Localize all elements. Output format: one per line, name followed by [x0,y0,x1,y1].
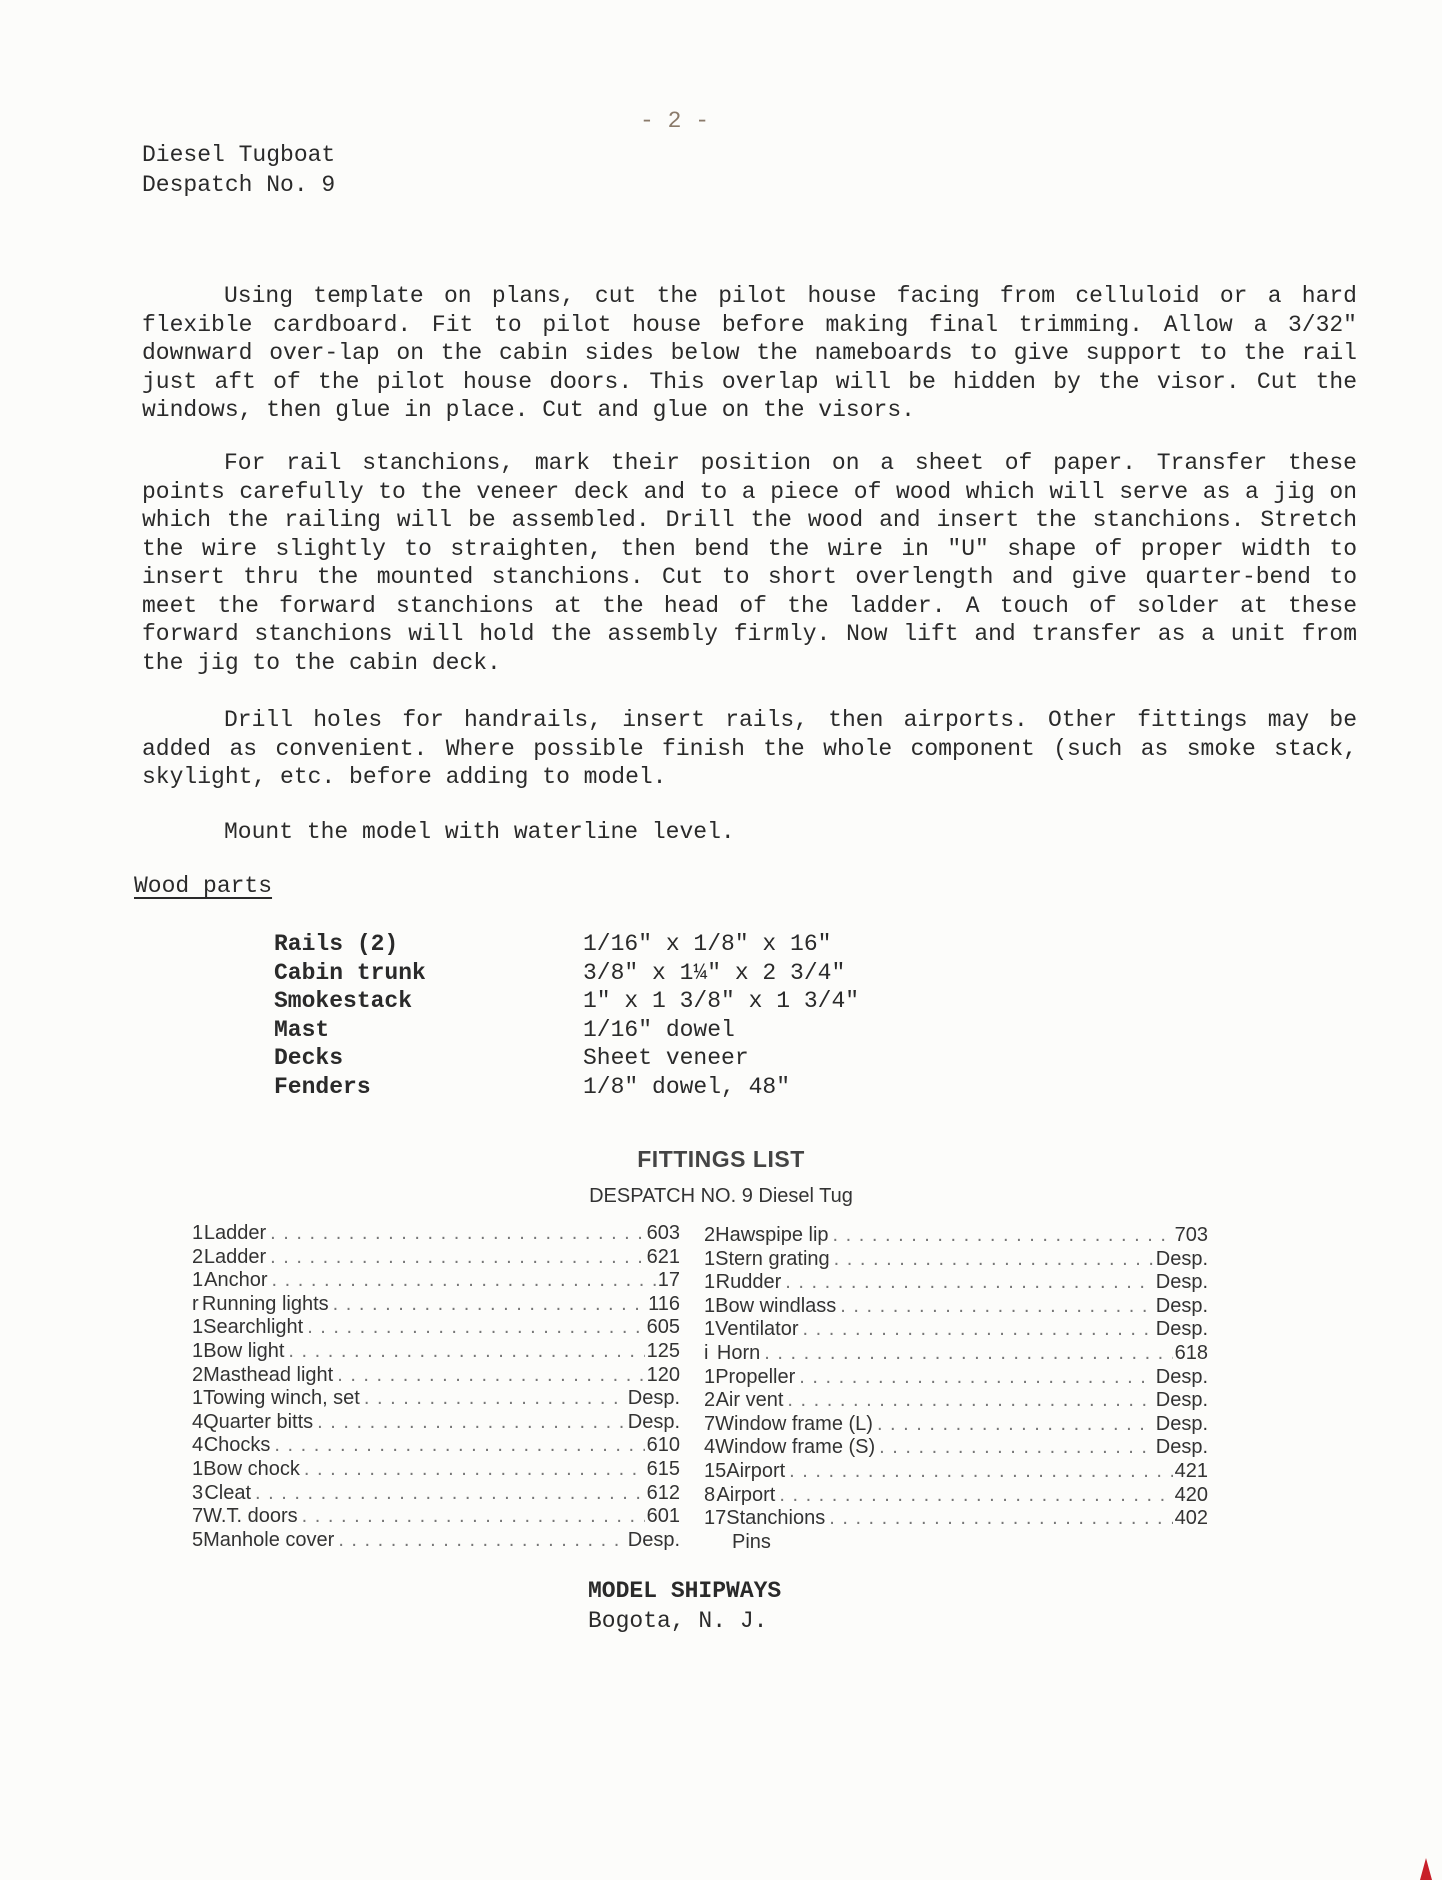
fitting-name: Stern grating [715,1247,830,1270]
paragraph-text: For rail stanchions, mark their position on a sheet of paper. Transfer these points carefully to the veneer deck and to a piece of wood which will serve as a jig on which the railing will be assembled. Drill the wood and insert the stanchions. Stretch the wire slightly to straighten, then bend the wire in "U" shape of proper width to insert thru the mounted stanchions. Cut to short overlength and give quarter-bend to meet the forward stanchions at the head of the ladder. A touch of solder at these forward stanchions will hold the assembly firmly. Now lift and transfer as a unit from the jig to the cabin deck. [142,450,1357,676]
leader-dots [307,1316,644,1339]
fitting-part-number: 17 [657,1269,680,1292]
leader-dots [829,1507,1172,1530]
fitting-row [704,1295,1208,1319]
fitting-row [192,1316,680,1340]
wood-parts-table [274,930,859,1101]
fitting-quantity: 1 [704,1318,716,1341]
leader-dots [799,1366,1153,1389]
fitting-quantity: 1 [192,1339,204,1362]
fitting-name: Searchlight [203,1316,304,1339]
fitting-part-number: 125 [646,1339,680,1362]
fitting-quantity: 2 [192,1363,204,1386]
fitting-row [192,1364,680,1388]
fitting-name: Hawspipe lip [715,1224,829,1246]
wood-part-name: Cabin trunk [274,959,426,986]
fitting-name: W.T. doors [203,1505,298,1528]
leader-dots [255,1482,645,1505]
fitting-part-number: 612 [646,1481,680,1504]
fitting-row [192,1293,680,1317]
wood-part-name: Fenders [274,1073,371,1100]
fitting-name: Anchor [204,1269,268,1292]
leader-dots [877,1413,1154,1436]
wood-part-row [274,1044,859,1073]
fitting-part-number: 601 [646,1505,680,1528]
fitting-row [192,1222,680,1246]
fitting-row [704,1460,1208,1484]
fitting-quantity: 17 [704,1507,727,1530]
leader-dots [288,1340,644,1363]
instruction-paragraph [142,706,1357,792]
fitting-part-number: 421 [1174,1459,1208,1482]
wood-part-row [274,1016,859,1045]
instruction-paragraph [142,449,1357,677]
fitting-quantity: 1 [192,1457,204,1480]
fitting-row [704,1318,1208,1342]
fitting-quantity: 2 [704,1389,716,1412]
fitting-part-number: Desp. [1155,1412,1208,1435]
fitting-row [704,1389,1208,1413]
leader-dots [317,1411,626,1434]
fitting-part-number: Desp. [1155,1294,1208,1317]
fitting-row [704,1484,1208,1508]
fitting-name: Cleat [204,1481,252,1504]
company-name: MODEL SHIPWAYS [588,1578,782,1604]
wood-part-size: 1/16" dowel [583,1016,735,1043]
fitting-quantity: 1 [704,1294,716,1317]
leader-dots [364,1387,626,1410]
fitting-name: Bow windlass [715,1294,837,1317]
fitting-name: Chocks [203,1434,271,1457]
fitting-part-number: Desp. [627,1528,680,1551]
fitting-quantity: 15 [704,1459,727,1482]
fitting-part-number: Desp. [627,1387,680,1410]
fitting-name: Bow chock [203,1457,300,1480]
fitting-row [704,1271,1208,1295]
fitting-name: Running lights [201,1292,329,1315]
leader-dots [840,1295,1153,1318]
wood-part-size: 1/8" dowel, 48" [583,1073,791,1100]
leader-dots [338,1529,625,1552]
leader-dots [274,1434,644,1457]
fitting-name: Air vent [715,1389,784,1412]
fitting-row [704,1366,1208,1390]
instruction-paragraph [142,282,1357,425]
fitting-part-number: 610 [646,1434,680,1457]
fitting-name: Masthead light [203,1363,334,1386]
fitting-part-number: 621 [646,1245,680,1268]
leader-dots [785,1271,1153,1294]
fitting-name: Manhole cover [203,1528,335,1551]
fitting-row [704,1531,1208,1555]
fitting-quantity: 8 [704,1483,716,1506]
wood-part-name: Rails (2) [274,931,399,957]
red-mark [1420,1858,1432,1880]
paragraph-text: Drill holes for handrails, insert rails, then airports. Other fittings may be added as convenient. Where possible finish the whole component (such as smoke stack, skylight, etc. before adding to model. [142,707,1357,790]
fitting-quantity: 1 [192,1222,204,1244]
fitting-part-number: 605 [646,1316,680,1339]
fitting-name: Window frame (L) [715,1412,873,1435]
leader-dots [270,1222,645,1245]
fitting-name: Airport [726,1459,786,1482]
leader-dots [302,1505,645,1528]
leader-dots [270,1246,645,1269]
footer [588,1576,781,1636]
paragraph-text: Using template on plans, cut the pilot house facing from celluloid or a hard flexible cardboard. Fit to pilot house before making final trimming. Allow a 3/32" downward over-lap on the cabin sides below the nameboards to give support to the rail just aft of the pilot house doors. This overlap will be hidden by the visor. Cut the windows, then glue in place. Cut and glue on the visors. [142,283,1357,423]
fitting-quantity: 2 [192,1245,204,1268]
fitting-row [704,1436,1208,1460]
wood-part-row [274,987,859,1016]
wood-part-row [274,930,859,959]
fitting-name: Airport [716,1483,776,1506]
fitting-part-number: 120 [646,1363,680,1386]
wood-part-size: 1" x 1 3/8" x 1 3/4" [583,988,860,1014]
fitting-row [192,1340,680,1364]
fitting-row [192,1246,680,1270]
fitting-row [704,1507,1208,1531]
fittings-list-subtitle: DESPATCH NO. 9 Diesel Tug [589,1185,853,1207]
leader-dots [833,1224,1173,1247]
fitting-name: Rudder [715,1271,782,1294]
fitting-part-number: 603 [646,1222,680,1244]
fitting-row [192,1458,680,1482]
fitting-part-number: Desp. [627,1410,680,1433]
fitting-quantity: 4 [704,1436,716,1459]
fitting-name: Ventilator [715,1318,799,1341]
fitting-row [704,1342,1208,1366]
fitting-quantity: 7 [704,1412,716,1435]
fitting-name: Horn [716,1341,761,1364]
fitting-name: Window frame (S) [715,1436,876,1459]
wood-part-row [274,959,859,988]
fitting-part-number: 615 [646,1457,680,1480]
fitting-quantity: 1 [192,1387,204,1410]
fitting-part-number: Desp. [1155,1389,1208,1412]
wood-part-size: 3/8" x 1¼" x 2 3/4" [583,959,846,986]
fitting-row [192,1482,680,1506]
fitting-part-number: Desp. [1155,1271,1208,1294]
fitting-name: Pins [732,1530,771,1553]
leader-dots [304,1458,645,1481]
document-heading [142,140,335,200]
wood-part-row [274,1073,859,1102]
fitting-row [192,1387,680,1411]
fittings-right-column [704,1224,1208,1554]
fitting-quantity: 4 [192,1434,204,1457]
fitting-part-number: Desp. [1155,1247,1208,1270]
fitting-name: Bow light [203,1339,285,1362]
wood-part-name: Smokestack [274,988,413,1014]
fitting-quantity: 2 [704,1224,716,1246]
leader-dots [789,1460,1172,1483]
fitting-row [192,1411,680,1435]
fitting-row [192,1434,680,1458]
fitting-row [192,1269,680,1293]
fitting-name: Ladder [203,1222,267,1244]
heading-title: Diesel Tugboat [142,142,336,168]
fitting-part-number: 402 [1174,1507,1208,1530]
wood-part-size: 1/16" x 1/8" x 16" [583,931,832,957]
page-number: - 2 - [640,108,710,134]
company-location: Bogota, N. J. [588,1608,768,1634]
leader-dots [333,1293,646,1316]
wood-parts-title: Wood parts [134,873,273,899]
fitting-quantity: 4 [192,1410,204,1433]
instruction-paragraph [142,818,1357,847]
fitting-row [192,1505,680,1529]
fitting-quantity: i [704,1341,709,1364]
fitting-quantity: 5 [192,1528,204,1551]
leader-dots [834,1248,1154,1271]
fitting-row [704,1248,1208,1272]
wood-part-name: Decks [274,1045,344,1071]
fitting-part-number: Desp. [1155,1436,1208,1459]
fitting-row [192,1529,680,1553]
fitting-quantity: r [192,1292,199,1315]
fitting-part-number: 116 [648,1292,680,1315]
fitting-quantity: 7 [192,1505,204,1528]
fitting-name: Ladder [203,1245,267,1268]
fitting-part-number: Desp. [1155,1365,1208,1388]
fitting-part-number: 420 [1174,1483,1208,1506]
leader-dots [779,1484,1172,1507]
leader-dots [764,1342,1172,1365]
heading-subtitle: Despatch No. 9 [142,172,336,198]
fitting-part-number: 618 [1174,1341,1208,1364]
paragraph-text: Mount the model with waterline level. [224,819,735,845]
fitting-name: Quarter bitts [203,1410,314,1433]
fitting-name: Towing winch, set [203,1387,360,1410]
leader-dots [879,1436,1154,1459]
fitting-quantity: 1 [704,1365,716,1388]
fitting-row [704,1413,1208,1437]
fitting-quantity: 1 [192,1316,204,1339]
leader-dots [337,1364,644,1387]
leader-dots [803,1318,1154,1341]
fitting-part-number: Desp. [1155,1318,1208,1341]
fitting-part-number: 703 [1174,1224,1208,1246]
fittings-left-column [192,1222,680,1552]
fitting-name: Stanchions [726,1507,826,1530]
fitting-quantity: 1 [192,1269,204,1292]
fitting-name: Propeller [715,1365,796,1388]
leader-dots [787,1389,1153,1412]
fittings-list-title: FITTINGS LIST [637,1146,805,1172]
fitting-quantity: 3 [192,1481,204,1504]
fitting-quantity: 1 [704,1271,716,1294]
wood-part-name: Mast [274,1016,330,1043]
leader-dots [272,1269,656,1292]
fitting-row [704,1224,1208,1248]
fitting-quantity: 1 [704,1247,716,1270]
wood-part-size: Sheet veneer [583,1045,749,1071]
